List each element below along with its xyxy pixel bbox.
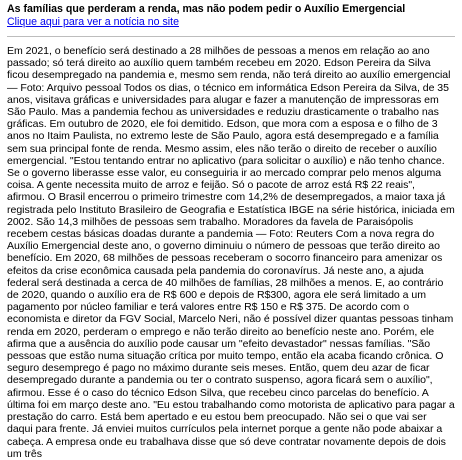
divider (7, 36, 455, 37)
view-on-site-link[interactable]: Clique aqui para ver a notícia no site (7, 16, 179, 28)
article-header (0, 0, 462, 29)
article-body: Em 2021, o benefício será destinado a 28 milhões de pessoas a menos em relação ao ano passado; só terá direito ao auxílio quem também recebeu em 2020. Edson Pereira da Silva ficou desempregado na pandemia e, mesmo sem renda, não terá direito ao auxílio emergencial — Foto: Arquivo pessoal Todos os dias, o técnico em informática Edson Pereira da Silva, de 35 anos, visitava gráficas e universidades para alugar e fazer a manutenção de impressoras em São Paulo. Mas a pandemia fechou as universidades e reduziu drasticamente o trabalho nas gráficas. Em outubro de 2020, ele foi demitido. Edson, que mora com a esposa e o filho de 3 anos no Itaim Paulista, no extremo leste de São Paulo, agora está desempregado e a família sem sua principal fonte de renda. Mesmo assim, eles não terão o direito de receber o auxílio emergencial. "Estou tentando entrar no aplicativo (para solicitar o auxílio) e não tenho chance. Se o governo liberasse esse valor, eu conseguiria ir ao mercado comprar pelo menos alguma coisa. A gente necessita muito de arroz e feijão. Só o pacote de arroz está R$ 22 reais", afirmou. O Brasil encerrou o primeiro trimestre com 14,2% de desempregados, a maior taxa já registrada pelo Instituto Brasileiro de Geografia e Estatística IBGE na série histórica, iniciada em 2002. São 14,3 milhões de pessoas sem trabalho. Moradores da favela de Paraisópolis recebem cestas básicas doadas durante a pandemia — Foto: Reuters Com a nova regra do Auxílio Emergencial deste ano, o governo diminuiu o número de pessoas que terão direito ao benefício. Em 2020, 68 milhões de pessoas receberam o socorro financeiro para amenizar os efeitos da crise econômica causada pela pandemia do coronavírus. Já neste ano, a ajuda federal será destinada a cerca de 40 milhões de famílias, 28 milhões a menos. E, ao contrário de 2020, quando o auxílio era de R$ 600 e depois de R$300, agora ele será limitado a um pagamento por núcleo familiar e terá valores entre R$ 150 e R$ 375. De acordo com o economista e diretor da FGV Social, Marcelo Neri, não é possível dizer quantas pessoas tinham renda em 2020, perderam o emprego e não terão direito ao benefício neste ano. Porém, ele afirma que a ausência do auxílio pode causar um "efeito devastador" nessas famílias. "São pessoas que estão numa situação crítica por muito tempo, então ela acaba ficando crônica. O seguro desemprego é pago no máximo durante seis meses. Então, quem deu azar de ficar desempregado durante a pandemia ou ter o contrato suspenso, agora ficará sem o auxílio", afirmou. Esse é o caso do técnico Edson Silva, que recebeu cinco parcelas do benefício. A última foi em março deste ano. "Eu estou trabalhando como motorista de aplicativo para pagar a prestação do carro. Está bem apertado e eu estou bem preocupado. Não sei o que vai ser daqui para frente. Já enviei muitos currículos pela internet porque a gente não pode abaixar a cabeça. A empresa onde eu trabalhava disse que só deve contratar novamente depois de dois um três (7, 45, 455, 460)
article-title: As famílias que perderam a renda, mas não podem pedir o Auxílio Emergencial (7, 3, 406, 15)
